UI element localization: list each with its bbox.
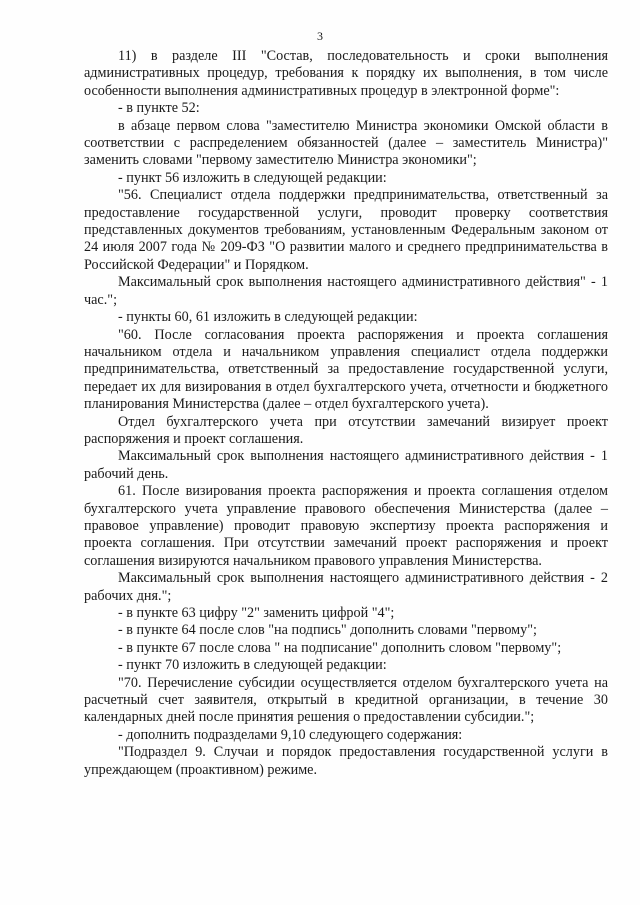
document-body	[84, 48, 608, 779]
paragraph: Максимальный срок выполнения настоящего административного действия - 1 рабочий день.	[84, 448, 608, 482]
paragraph: - дополнить подразделами 9,10 следующего содержания:	[118, 726, 463, 743]
paragraph: "56. Специалист отдела поддержки предпринимательства, ответственный за предоставление государственной услуги, проводит проверку соответствия представленных документов требованиям, установленным Федеральным законом от 24 июля 2007 года № 209-ФЗ "О развитии малого и среднего предпринимательства в Российской Федерации" и Порядком.	[84, 187, 608, 273]
paragraph: Максимальный срок выполнения настоящего административного действия - 2 рабочих дня.";	[84, 570, 608, 604]
paragraph: "70. Перечисление субсидии осуществляется отделом бухгалтерского учета на расчетный счет заявителя, открытый в кредитной организации, в течение 30 календарных дней после принятия решения о предоставлении субсидии.";	[84, 674, 608, 726]
paragraph: в абзаце первом слова "заместителю Министра экономики Омской области в соответствии с распределением обязанностей (далее – заместитель Министра)" заменить словами "первому заместителю Министра экономики";	[84, 117, 608, 169]
paragraph: - в пункте 67 после слова " на подписание" дополнить словом "первому";	[118, 639, 562, 656]
paragraph: - пункты 60, 61 изложить в следующей редакции:	[118, 309, 418, 326]
paragraph: - пункт 56 изложить в следующей редакции:	[118, 169, 387, 186]
paragraph: 11) в разделе III "Состав, последовательность и сроки выполнения административных процедур, требования к порядку их выполнения, в том числе особенности выполнения административных процедур в электронной форме":	[84, 48, 608, 99]
paragraph: "60. После согласования проекта распоряжения и проекта соглашения начальником отдела и начальником управления специалист отдела поддержки предпринимательства, ответственный за предоставление государственной услуги, передает их для визирования в отдел бухгалтерского учета, отчетности и бюджетного планирования Министерства (далее – отдел бухгалтерского учета).	[84, 326, 608, 413]
paragraph: - пункт 70 изложить в следующей редакции:	[118, 657, 387, 674]
paragraph: "Подраздел 9. Случаи и порядок предоставления государственной услуги в упреждающем (проактивном) режиме.	[84, 744, 608, 778]
paragraph: - в пункте 64 после слов "на подпись" дополнить словами "первому";	[118, 622, 537, 639]
paragraph: - в пункте 63 цифру "2" заменить цифрой "4";	[118, 605, 395, 621]
paragraph: - в пункте 52:	[118, 100, 200, 117]
paragraph: 61. После визирования проекта распоряжения и проекта соглашения отделом бухгалтерского учета управление правового обеспечения Министерства (далее – правовое управление) проводит правовую экспертизу проекта распоряжения и проекта соглашения. При отсутствии замечаний проект распоряжения и проект соглашения визируются начальником правового управления Министерства.	[84, 483, 608, 569]
paragraph: Максимальный срок выполнения настоящего административного действия" - 1 час.";	[84, 274, 608, 308]
paragraph: Отдел бухгалтерского учета при отсутствии замечаний визирует проект распоряжения и проект соглашения.	[84, 413, 608, 447]
page-number: 3	[317, 29, 323, 43]
